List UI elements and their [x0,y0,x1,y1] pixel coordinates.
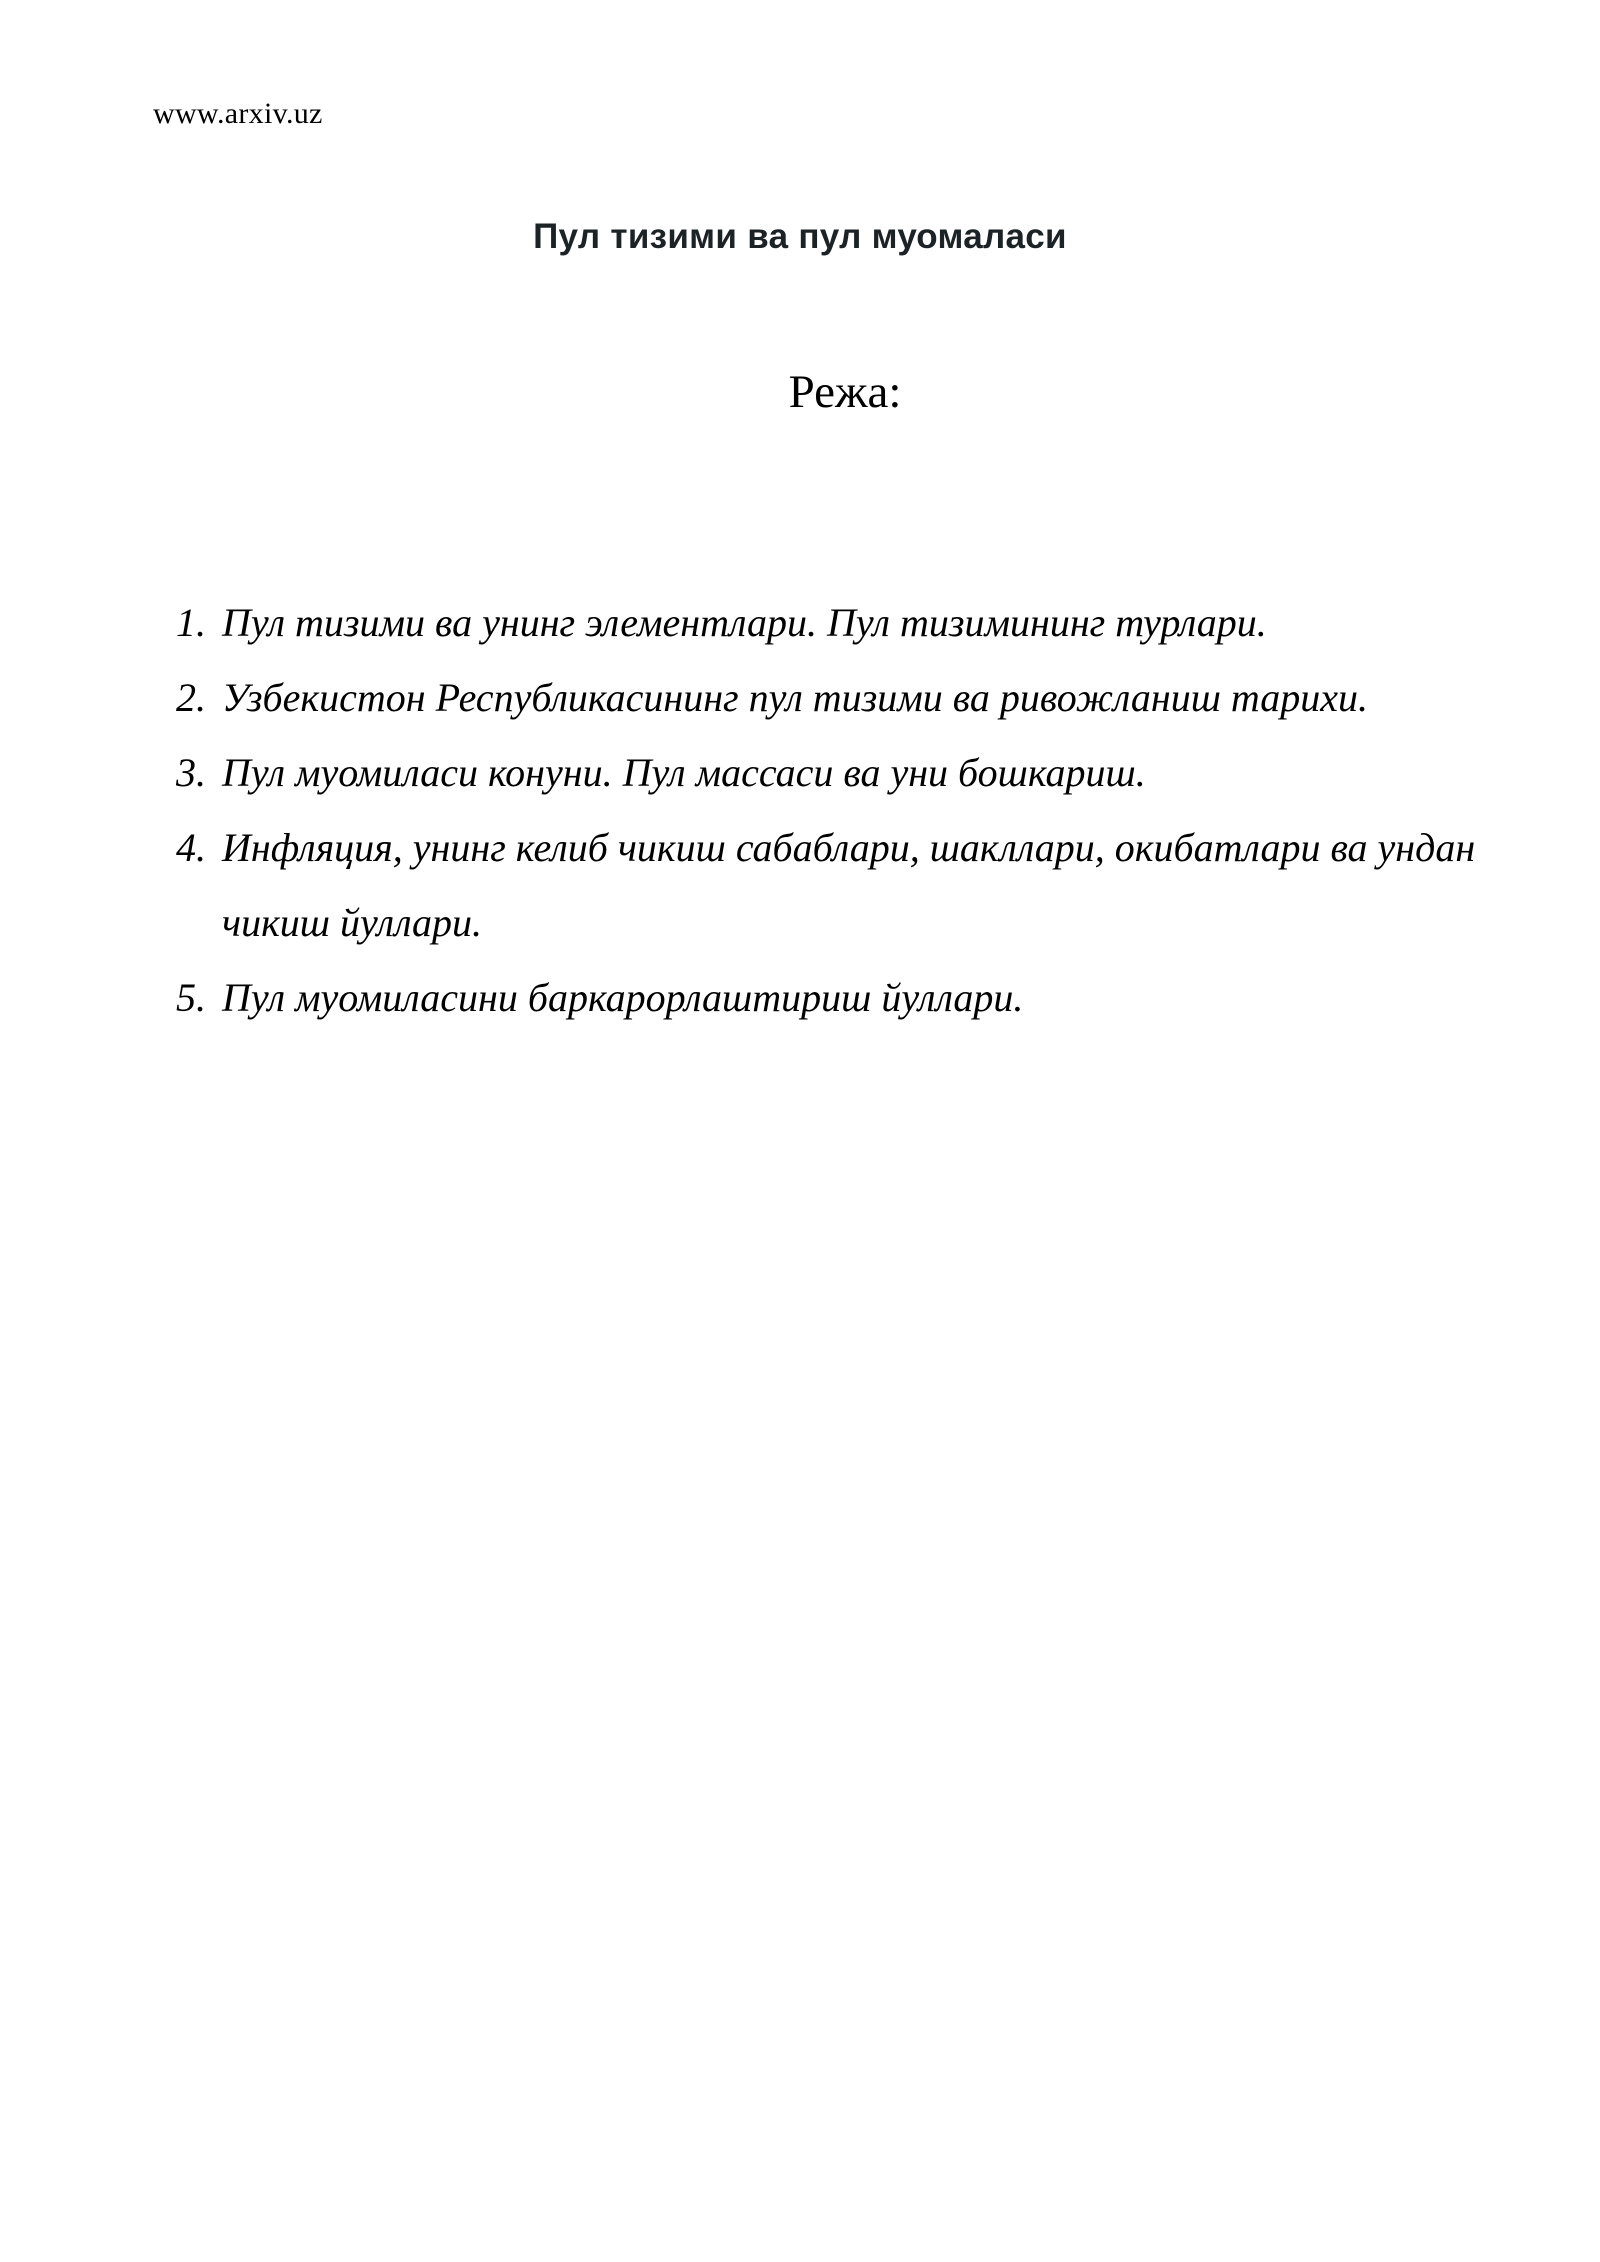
plan-item-text: Инфляция, унинг келиб чикиш сабаблари, шакллари, окибатлари ва ундан чикиш йуллари. [222,825,1476,945]
plan-heading: Режа: [788,366,902,418]
plan-item [176,660,1476,735]
plan-item-number: 5. [176,975,206,1020]
plan-item-number: 2. [176,675,206,720]
plan-item [176,960,1476,1035]
plan-item [176,585,1476,660]
plan-item [176,735,1476,810]
site-header: www.arxiv.uz [153,97,323,130]
plan-item-number: 3. [176,750,206,795]
plan-item [176,810,1476,960]
plan-item-number: 1. [176,600,206,645]
plan-item-number: 4. [176,825,206,870]
plan-item-text: Пул тизими ва унинг элементлари. Пул тизимининг турлари. [222,600,1267,645]
plan-item-text: Пул муомиласи конуни. Пул массаси ва уни бошкариш. [222,750,1146,795]
plan-item-text: Пул муомиласини баркарорлаштириш йуллари. [222,975,1024,1020]
plan-list [176,585,1476,1035]
plan-item-text: Узбекистон Республикасининг пул тизими ва ривожланиш тарихи. [222,675,1369,720]
document-title: Пул тизими ва пул муомаласи [533,217,1067,256]
